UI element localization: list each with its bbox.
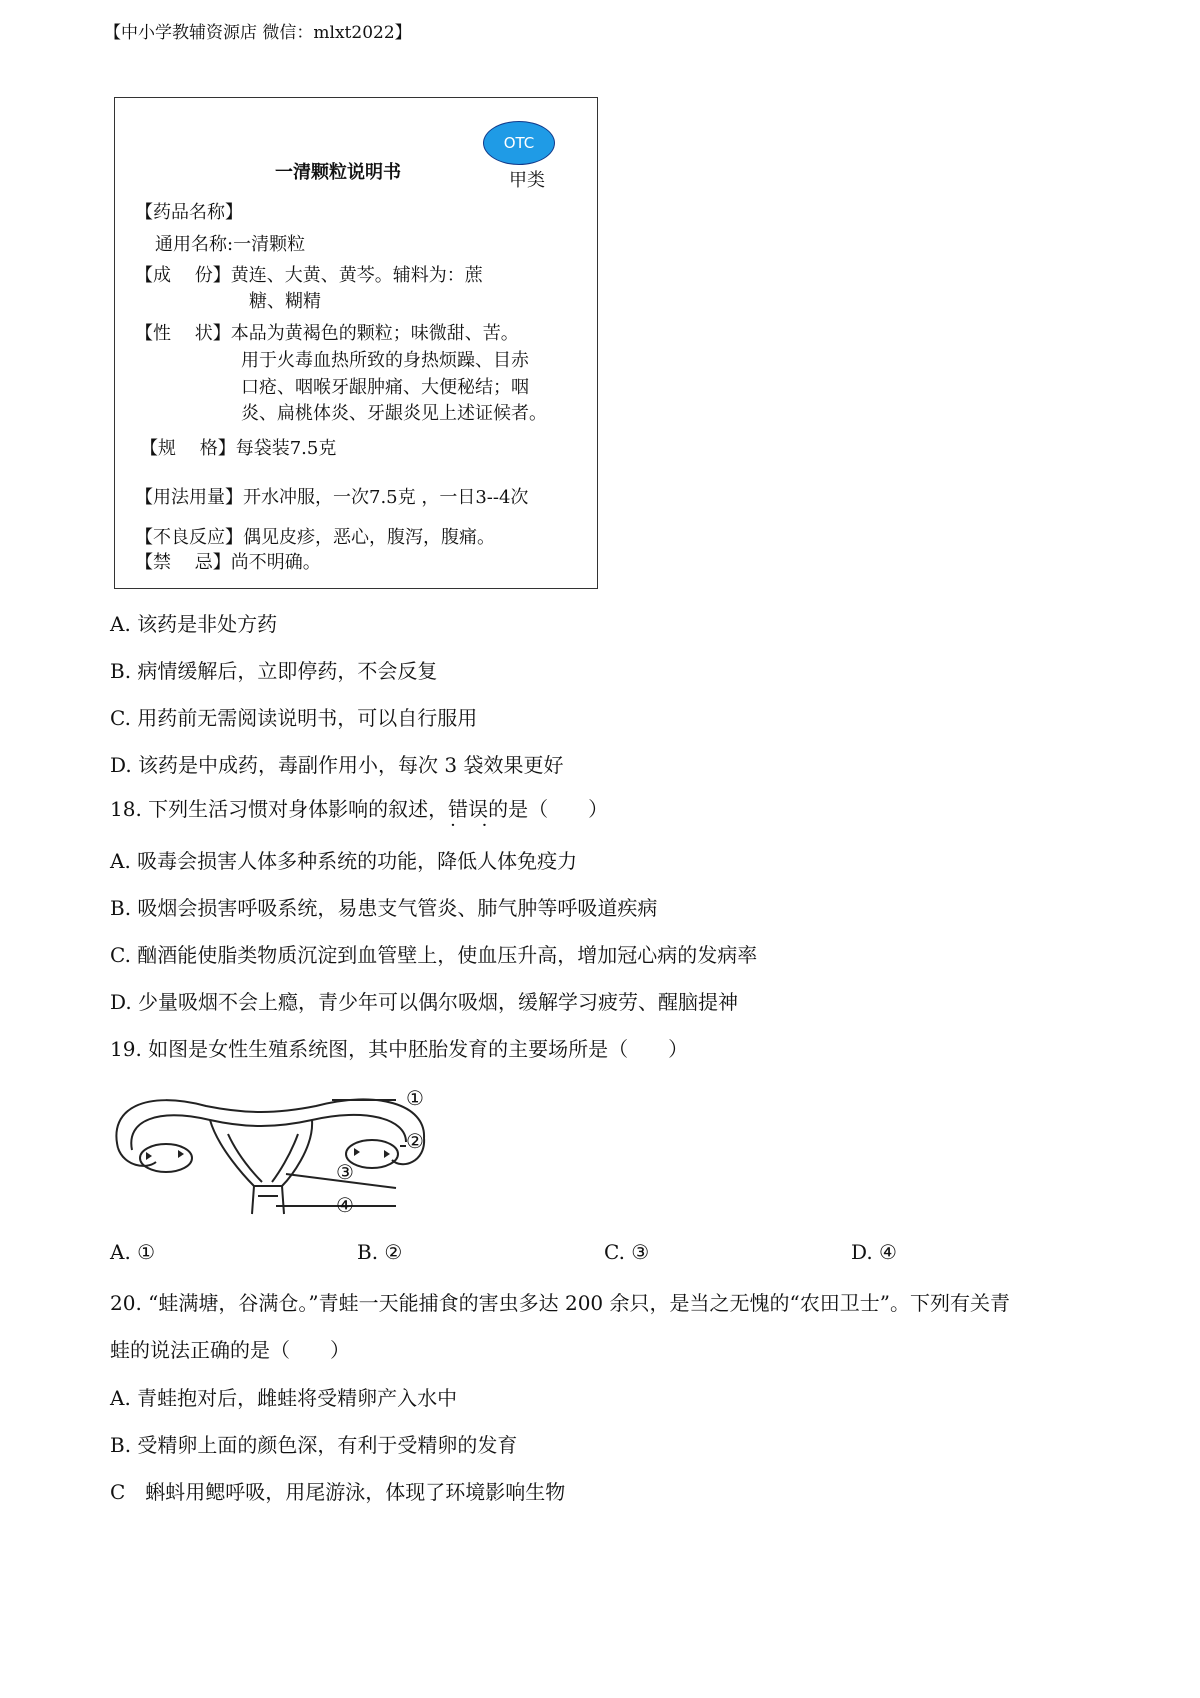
q18-stem-after: 的是（ ） <box>488 797 609 821</box>
leaflet-line: 【用法用量】开水冲服，一次7.5克 ，一日3--4次 <box>135 487 529 508</box>
leaflet-line: 糖、糊精 <box>249 291 321 312</box>
q17-option-a: A. 该药是非处方药 <box>110 612 278 636</box>
q20-stem-line2: 蛙的说法正确的是（ ） <box>110 1338 350 1362</box>
q18-option-a: A. 吸毒会损害人体多种系统的功能，降低人体免疫力 <box>110 849 578 873</box>
q17-option-c: C. 用药前无需阅读说明书，可以自行服用 <box>110 706 478 730</box>
q18-stem-before: 18. 下列生活习惯对身体影响的叙述， <box>110 797 449 821</box>
page-header: 【中小学教辅资源店 微信：mlxt2022】 <box>104 23 412 43</box>
leaflet-line: 口疮、咽喉牙龈肿痛、大便秘结；咽 <box>241 377 529 398</box>
diagram-label-4: ④ <box>336 1193 354 1217</box>
q17-option-b: B. 病情缓解后，立即停药，不会反复 <box>110 659 438 683</box>
leaflet-line: 【药品名称】 <box>135 202 243 223</box>
q19-option-a: A. ① <box>110 1240 156 1264</box>
q19-stem: 19. 如图是女性生殖系统图，其中胚胎发育的主要场所是（ ） <box>110 1037 689 1061</box>
leaflet-line: 【禁 忌】尚不明确。 <box>135 552 321 573</box>
leaflet-line: 用于火毒血热所致的身热烦躁、目赤 <box>241 350 529 371</box>
diagram-label-3: ③ <box>336 1160 354 1184</box>
leaflet-line: 炎、扁桃体炎、牙龈炎见上述证候者。 <box>241 403 547 424</box>
q20-stem-line1: 20. “蛙满塘，谷满仓。”青蛙一天能捕食的害虫多达 200 余只，是当之无愧的“农田卫士”。下列有关青 <box>110 1291 1010 1315</box>
q18-option-b: B. 吸烟会损害呼吸系统，易患支气管炎、肺气肿等呼吸道疾病 <box>110 896 658 920</box>
otc-badge: OTC <box>483 121 555 165</box>
q19-option-b: B. ② <box>357 1240 403 1264</box>
otc-class: 甲类 <box>509 170 545 191</box>
leaflet-title: 一清颗粒说明书 <box>275 162 401 183</box>
leaflet-line: 【不良反应】偶见皮疹，恶心，腹泻，腹痛。 <box>135 527 495 548</box>
q20-option-c: C 蝌蚪用鳃呼吸，用尾游泳，体现了环境影响生物 <box>110 1480 566 1504</box>
diagram-label-1: ① <box>406 1086 424 1110</box>
medicine-leaflet <box>114 97 598 589</box>
q19-options <box>110 1240 1010 1268</box>
q18-option-c: C. 酗酒能使脂类物质沉淀到血管壁上，使血压升高，增加冠心病的发病率 <box>110 943 758 967</box>
q20-option-b: B. 受精卵上面的颜色深，有利于受精卵的发育 <box>110 1433 518 1457</box>
diagram-label-2: ② <box>406 1129 424 1153</box>
q18-option-d: D. 少量吸烟不会上瘾，青少年可以偶尔吸烟，缓解学习疲劳、醒脑提神 <box>110 990 739 1014</box>
q17-option-d: D. 该药是中成药，毒副作用小，每次 3 袋效果更好 <box>110 753 564 777</box>
leaflet-line: 【规 格】每袋装7.5克 <box>140 438 337 459</box>
leaflet-line: 【成 份】黄连、大黄、黄芩。辅料为：蔗 <box>135 265 483 286</box>
q20-option-a: A. 青蛙抱对后，雌蛙将受精卵产入水中 <box>110 1386 458 1410</box>
q18-stem <box>110 793 608 822</box>
leaflet-line: 通用名称:一清颗粒 <box>155 234 306 255</box>
q19-option-d: D. ④ <box>851 1240 897 1264</box>
q19-option-c: C. ③ <box>604 1240 650 1264</box>
leaflet-line: 【性 状】本品为黄褐色的颗粒；味微甜、苦。 <box>135 323 519 344</box>
q18-stem-emphasis: 错误 · · <box>448 797 488 821</box>
